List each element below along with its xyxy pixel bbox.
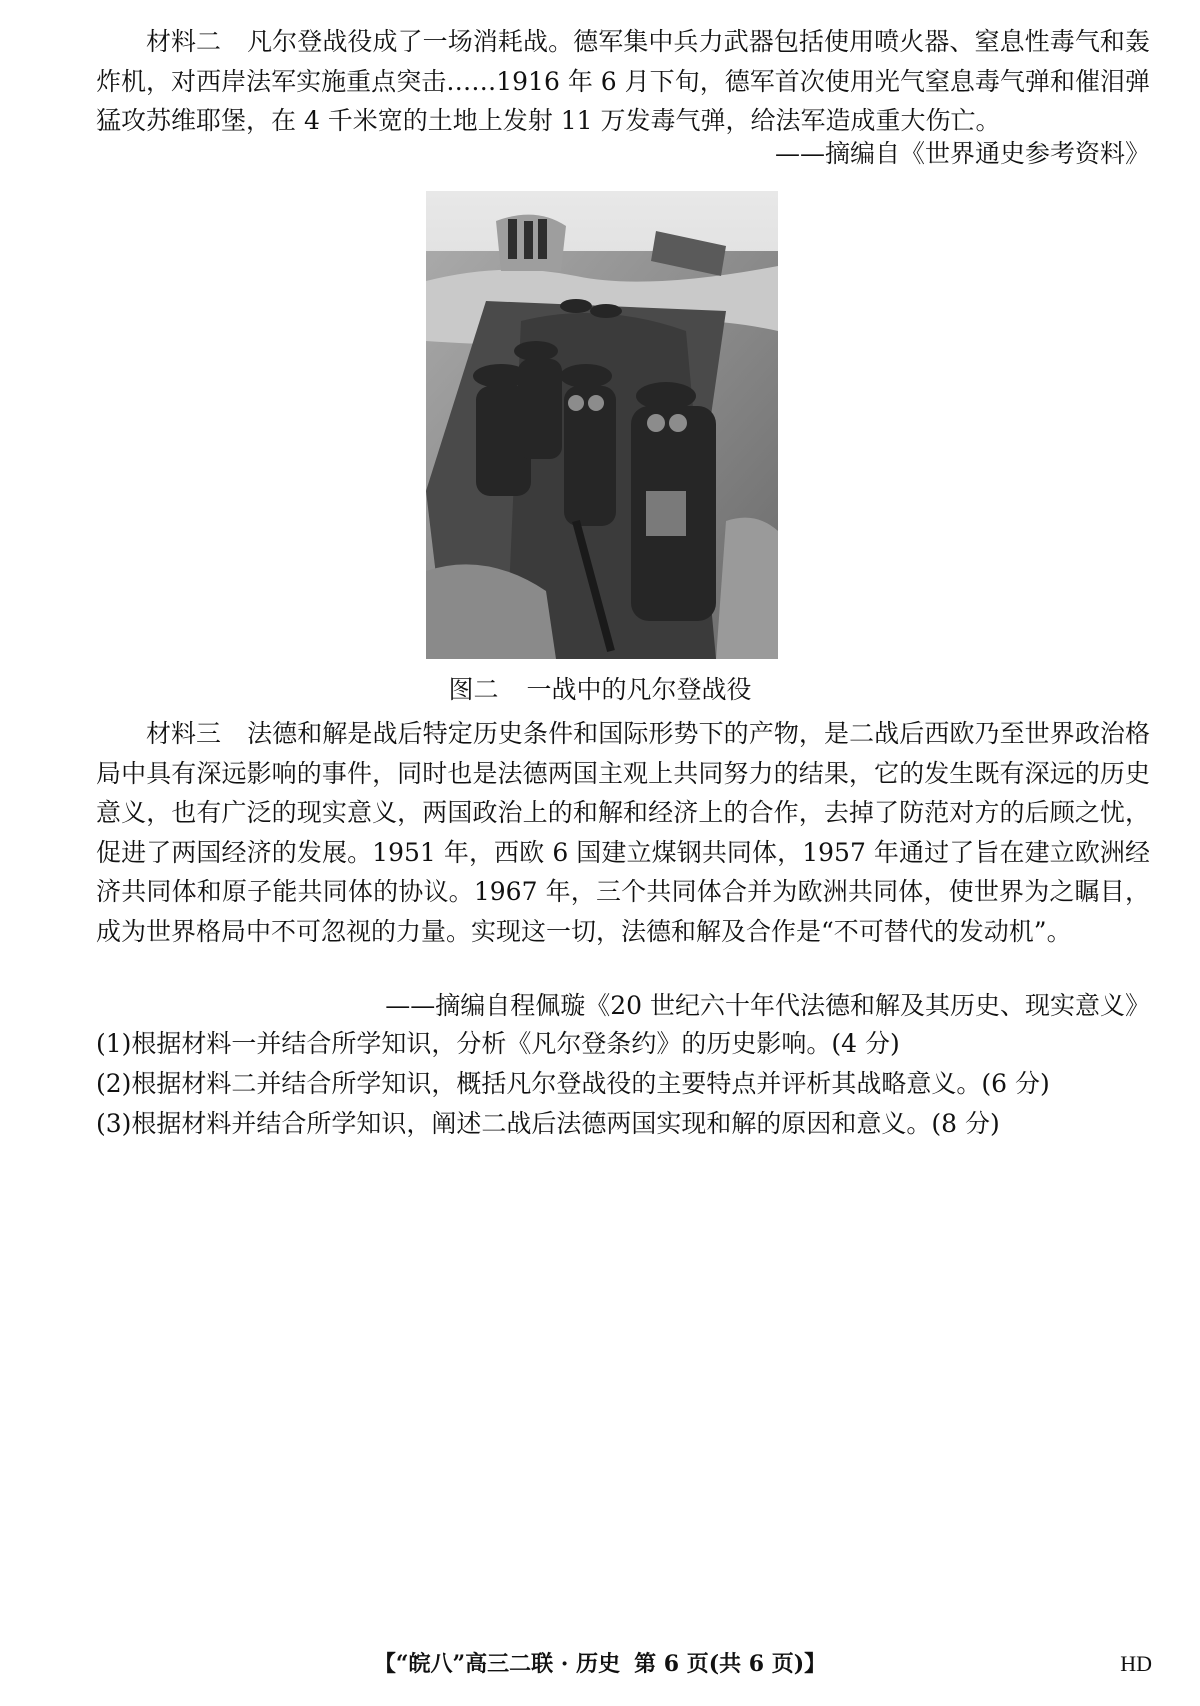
page-footer (0, 1649, 1200, 1679)
figure-caption-label: 图二 (448, 675, 499, 704)
trench-photo-image (426, 191, 778, 659)
material-two-text: 凡尔登战役成了一场消耗战。德军集中兵力武器包括使用喷火器、窒息性毒气和轰炸机，对西岸法军实施重点突击……1916 年 6 月下旬，德军首次使用光气窒息毒气弹和催泪弹猛攻苏维耶堡，在 4 千米宽的土地上发射 11 万发毒气弹，给法军造成重大伤亡。 (96, 27, 1150, 135)
footer-code: HD (1120, 1651, 1152, 1676)
question-2: (2)根据材料二并结合所学知识，概括凡尔登战役的主要特点并评析其战略意义。(6 分) (96, 1069, 1050, 1098)
figure-caption (0, 672, 1200, 708)
material-three-paragraph (96, 714, 1150, 951)
footer-page-number: 第 6 页(共 6 页)】 (634, 1651, 827, 1677)
question-1: (1)根据材料一并结合所学知识，分析《凡尔登条约》的历史影响。(4 分) (96, 1029, 900, 1058)
material-three-text: 法德和解是战后特定历史条件和国际形势下的产物，是二战后西欧乃至世界政治格局中具有深远影响的事件，同时也是法德两国主观上共同努力的结果，它的发生既有深远的历史意义，也有广泛的现实意义，两国政治上的和解和经济上的合作，去掉了防范对方的后顾之忧，促进了两国经济的发展。1951 年，西欧 6 国建立煤钢共同体，1957 年通过了旨在建立欧洲经济共同体和原子能共同体的协议。1967 年，三个共同体合并为欧洲共同体，使世界为之瞩目，成为世界格局中不可忽视的力量。实现这一切，法德和解及合作是“不可替代的发动机”。 (96, 719, 1150, 946)
material-three-label: 材料三 (146, 719, 222, 748)
material-three-source: ——摘编自程佩璇《20 世纪六十年代法德和解及其历史、现实意义》 (385, 991, 1150, 1020)
footer-exam-title: 【“皖八”高三二联 · 历史 (373, 1651, 621, 1677)
material-two-paragraph (96, 22, 1150, 141)
material-two-label: 材料二 (146, 27, 222, 56)
figure-caption-text: 一战中的凡尔登战役 (526, 675, 752, 704)
question-3: (3)根据材料并结合所学知识，阐述二战后法德两国实现和解的原因和意义。(8 分) (96, 1109, 1000, 1138)
verdun-trench-photo (426, 191, 778, 659)
material-two-source: ——摘编自《世界通史参考资料》 (774, 139, 1150, 168)
